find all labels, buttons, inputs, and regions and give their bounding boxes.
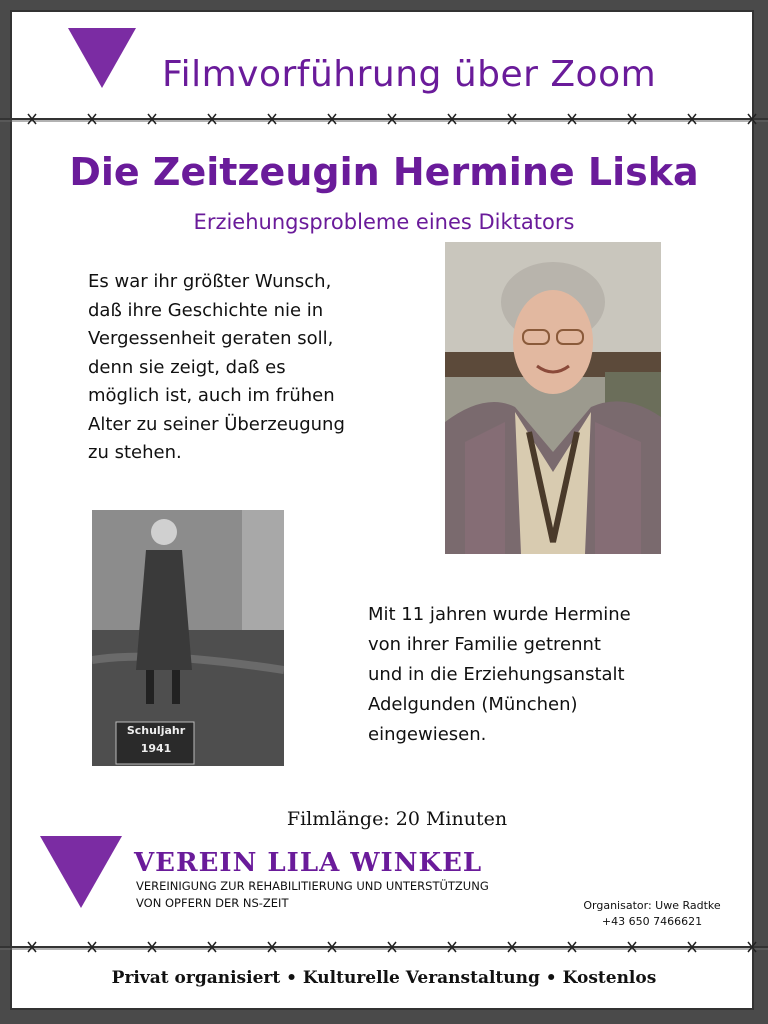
portrait-photo bbox=[445, 242, 661, 554]
subtitle: Erziehungsprobleme eines Diktators bbox=[193, 210, 575, 234]
footer-text: Privat organisiert • Kulturelle Veranstaltung • Kostenlos bbox=[111, 968, 657, 988]
poster bbox=[10, 10, 754, 1010]
story-text: Mit 11 jahren wurde Hermine von ihrer Familie getrennt und in die Erziehungsanstalt Adelgunden (München) eingewiesen. bbox=[368, 604, 631, 745]
purple-triangle-icon bbox=[40, 836, 122, 908]
barbed-wire-icon bbox=[0, 112, 768, 126]
barbed-wire-icon bbox=[0, 940, 768, 954]
header-title: Filmvorführung über Zoom bbox=[162, 54, 657, 95]
organization-description: VEREINIGUNG ZUR REHABILITIERUNG UND UNTERSTÜTZUNG VON OPFERN DER NS-ZEIT bbox=[136, 879, 489, 910]
organization-name: VEREIN LILA WINKEL bbox=[134, 848, 483, 878]
film-duration: Filmlänge: 20 Minuten bbox=[286, 808, 508, 830]
organizer-contact: Organisator: Uwe Radtke +43 650 7466621 bbox=[583, 899, 721, 928]
sign-line-1: Schuljahr bbox=[126, 724, 186, 737]
sign-line-2: 1941 bbox=[140, 742, 172, 755]
quote-text: Es war ihr größter Wunsch, daß ihre Geschichte nie in Vergessenheit geraten soll, denn sie zeigt, daß es möglich ist, auch im frühen Alter zu seiner Überzeugung zu stehen. bbox=[88, 271, 345, 463]
purple-triangle-icon bbox=[68, 28, 136, 88]
main-title: Die Zeitzeugin Hermine Liska bbox=[69, 150, 699, 194]
childhood-photo bbox=[92, 510, 284, 766]
